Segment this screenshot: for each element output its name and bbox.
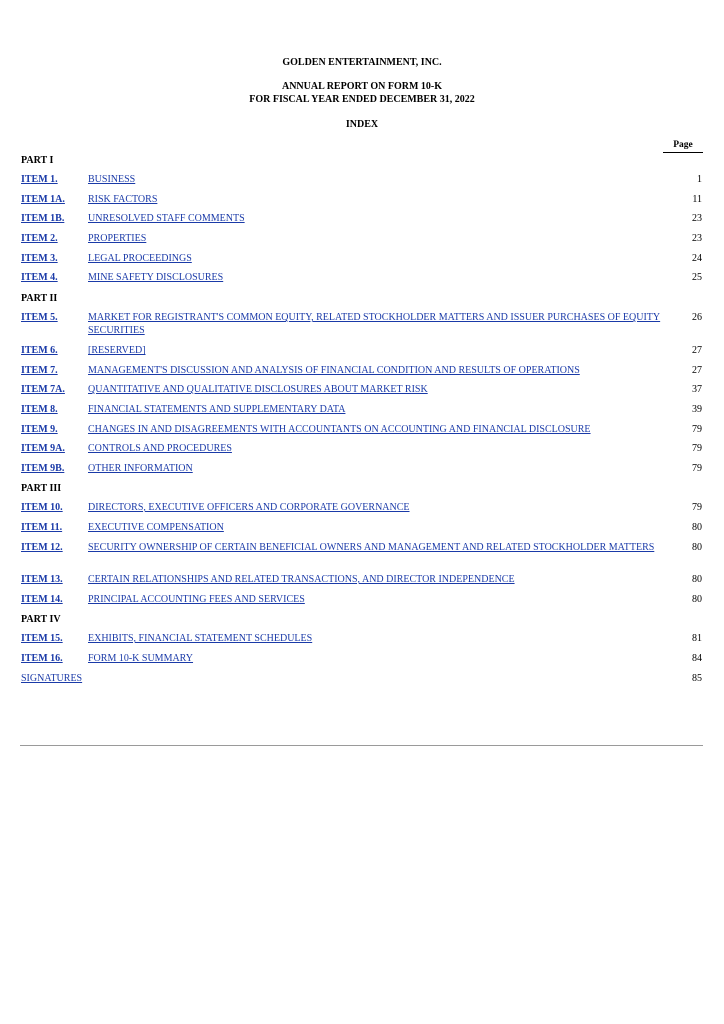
- fiscal-year: FOR FISCAL YEAR ENDED DECEMBER 31, 2022: [249, 94, 475, 105]
- toc-title-link[interactable]: MARKET FOR REGISTRANT'S COMMON EQUITY, RELATED STOCKHOLDER MATTERS AND ISSUER PURCHASES OF EQUITY SECURITIES: [88, 312, 661, 336]
- toc-page-number: 27: [692, 345, 702, 356]
- part-heading: PART IV: [21, 614, 61, 625]
- toc-page-number: 79: [692, 443, 702, 454]
- toc-title-link[interactable]: [RESERVED]: [88, 345, 146, 356]
- part-heading: PART I: [21, 155, 54, 166]
- toc-item-link[interactable]: ITEM 15.: [21, 633, 63, 644]
- toc-item-link[interactable]: ITEM 3.: [21, 253, 58, 264]
- toc-item-link[interactable]: ITEM 16.: [21, 653, 63, 664]
- toc-page-number: 80: [692, 522, 702, 533]
- toc-page-number: 80: [692, 594, 702, 605]
- toc-title-link[interactable]: SECURITY OWNERSHIP OF CERTAIN BENEFICIAL OWNERS AND MANAGEMENT AND RELATED STOCKHOLDER MATTERS: [88, 542, 655, 553]
- toc-title-link[interactable]: LEGAL PROCEEDINGS: [88, 253, 192, 264]
- toc-item-link[interactable]: ITEM 1B.: [21, 213, 65, 224]
- toc-item-link[interactable]: ITEM 7.: [21, 365, 58, 376]
- toc-title-link[interactable]: PRINCIPAL ACCOUNTING FEES AND SERVICES: [88, 594, 305, 605]
- index-heading: INDEX: [345, 119, 379, 130]
- signatures-page-number: 85: [692, 673, 702, 684]
- toc-page-number: 37: [692, 384, 702, 395]
- toc-page-number: 11: [692, 194, 702, 205]
- toc-item-link[interactable]: ITEM 5.: [21, 312, 58, 323]
- toc-item-link[interactable]: ITEM 9A.: [21, 443, 65, 454]
- toc-item-link[interactable]: ITEM 6.: [21, 345, 58, 356]
- toc-title-link[interactable]: EXECUTIVE COMPENSATION: [88, 522, 224, 533]
- toc-title-link[interactable]: MANAGEMENT'S DISCUSSION AND ANALYSIS OF FINANCIAL CONDITION AND RESULTS OF OPERATIONS: [88, 365, 580, 376]
- toc-title-link[interactable]: DIRECTORS, EXECUTIVE OFFICERS AND CORPORATE GOVERNANCE: [88, 502, 410, 513]
- toc-page-number: 24: [692, 253, 702, 264]
- page-column-header: Page: [663, 139, 703, 153]
- toc-page-number: 79: [692, 463, 702, 474]
- toc-title-link[interactable]: OTHER INFORMATION: [88, 463, 193, 474]
- toc-title-link[interactable]: QUANTITATIVE AND QUALITATIVE DISCLOSURES ABOUT MARKET RISK: [88, 384, 428, 395]
- toc-title-link[interactable]: RISK FACTORS: [88, 194, 158, 205]
- toc-page-number: 26: [692, 312, 702, 323]
- toc-title-link[interactable]: PROPERTIES: [88, 233, 147, 244]
- toc-page-number: 23: [692, 213, 702, 224]
- toc-item-link[interactable]: ITEM 13.: [21, 574, 63, 585]
- part-heading: PART III: [21, 483, 62, 494]
- signatures-link[interactable]: SIGNATURES: [21, 673, 83, 684]
- toc-title-link[interactable]: FORM 10-K SUMMARY: [88, 653, 194, 664]
- toc-item-link[interactable]: ITEM 10.: [21, 502, 63, 513]
- toc-item-link[interactable]: ITEM 1A.: [21, 194, 65, 205]
- toc-item-link[interactable]: ITEM 4.: [21, 272, 58, 283]
- report-title: ANNUAL REPORT ON FORM 10-K: [281, 81, 443, 92]
- toc-title-link[interactable]: CONTROLS AND PROCEDURES: [88, 443, 232, 454]
- toc-page-number: 25: [692, 272, 702, 283]
- toc-item-link[interactable]: ITEM 14.: [21, 594, 63, 605]
- toc-item-link[interactable]: ITEM 11.: [21, 522, 63, 533]
- toc-page-number: 23: [692, 233, 702, 244]
- toc-page-number: 27: [692, 365, 702, 376]
- toc-item-link[interactable]: ITEM 2.: [21, 233, 58, 244]
- toc-item-link[interactable]: ITEM 7A.: [21, 384, 65, 395]
- toc-title-link[interactable]: EXHIBITS, FINANCIAL STATEMENT SCHEDULES: [88, 633, 313, 644]
- toc-page-number: 81: [692, 633, 702, 644]
- toc-page-number: 80: [692, 542, 702, 553]
- toc-title-link[interactable]: MINE SAFETY DISCLOSURES: [88, 272, 224, 283]
- toc-page-number: 84: [692, 653, 702, 664]
- toc-page-number: 1: [697, 174, 702, 185]
- toc-item-link[interactable]: ITEM 9.: [21, 424, 58, 435]
- toc-page-number: 79: [692, 424, 702, 435]
- toc-item-link[interactable]: ITEM 8.: [21, 404, 58, 415]
- toc-item-link[interactable]: ITEM 1.: [21, 174, 58, 185]
- toc-page-number: 39: [692, 404, 702, 415]
- toc-title-link[interactable]: BUSINESS: [88, 174, 136, 185]
- toc-page-number: 79: [692, 502, 702, 513]
- part-heading: PART II: [21, 293, 58, 304]
- toc-page-number: 80: [692, 574, 702, 585]
- toc-title-link[interactable]: UNRESOLVED STAFF COMMENTS: [88, 213, 245, 224]
- page-divider: [20, 745, 703, 746]
- toc-title-link[interactable]: FINANCIAL STATEMENTS AND SUPPLEMENTARY DATA: [88, 404, 346, 415]
- company-name: GOLDEN ENTERTAINMENT, INC.: [282, 57, 442, 68]
- toc-item-link[interactable]: ITEM 9B.: [21, 463, 65, 474]
- toc-item-link[interactable]: ITEM 12.: [21, 542, 63, 553]
- toc-title-link[interactable]: CERTAIN RELATIONSHIPS AND RELATED TRANSACTIONS, AND DIRECTOR INDEPENDENCE: [88, 574, 515, 585]
- toc-title-link[interactable]: CHANGES IN AND DISAGREEMENTS WITH ACCOUNTANTS ON ACCOUNTING AND FINANCIAL DISCLOSURE: [88, 424, 591, 435]
